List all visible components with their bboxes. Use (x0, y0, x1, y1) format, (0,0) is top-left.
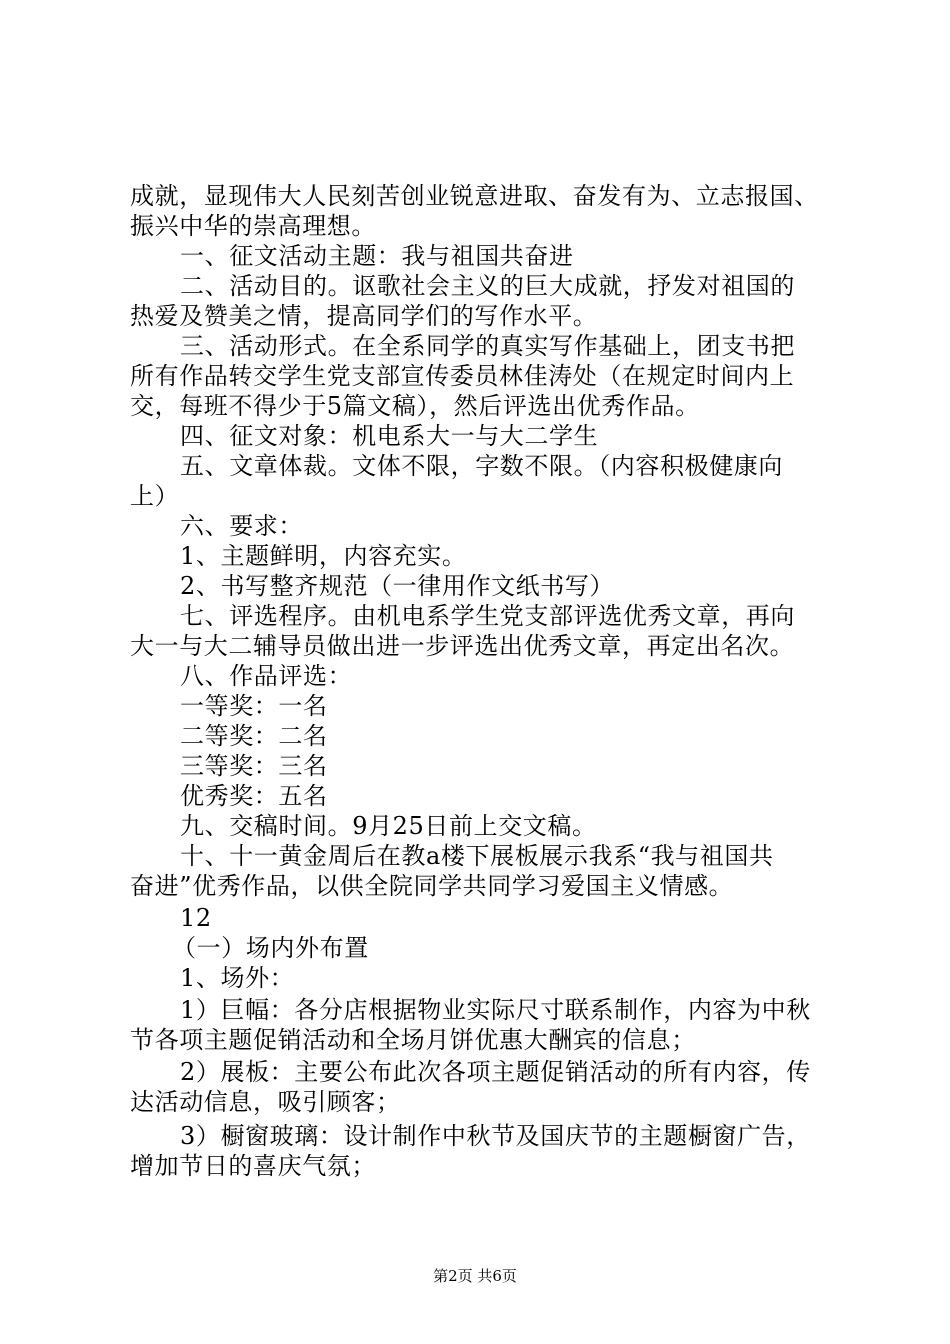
text-line: 3）橱窗玻璃：设计制作中秋节及国庆节的主题橱窗广告， (180, 1122, 811, 1150)
text-line: 七、评选程序。由机电系学生党支部评选优秀文章，再向 (180, 602, 795, 630)
text-line: 热爱及赞美之情，提高同学们的写作水平。 (130, 302, 598, 330)
text-line: （一）场内外布置 (172, 934, 369, 962)
text-line: 大一与大二辅导员做出进一步评选出优秀文章，再定出名次。 (130, 632, 795, 660)
text-line: 上） (130, 482, 180, 510)
text-line: 四、征文对象：机电系大一与大二学生 (180, 422, 599, 450)
text-line: 三、活动形式。在全系同学的真实写作基础上，团支书把 (180, 332, 795, 360)
text-line: 十、十一黄金周后在教a楼下展板展示我系“我与祖国共 (180, 842, 774, 870)
text-line: 九、交稿时间。9月25日前上交文稿。 (180, 812, 597, 840)
text-line: 五、文章体裁。文体不限，字数不限。（内容积极健康向 (180, 452, 783, 480)
text-line: 达活动信息，吸引顾客； (130, 1088, 401, 1116)
text-line: 八、作品评选： (180, 662, 353, 690)
text-line: 增加节日的喜庆气氛； (130, 1152, 376, 1180)
text-line: 12 (180, 904, 212, 932)
text-line: 一等奖：一名 (180, 692, 328, 720)
text-line: 六、要求： (180, 512, 303, 540)
text-line: 奋进”优秀作品，以供全院同学共同学习爱国主义情感。 (130, 872, 734, 900)
text-line: 优秀奖：五名 (180, 782, 328, 810)
text-line: 1、场外： (180, 964, 295, 992)
text-line: 二等奖：二名 (180, 722, 328, 750)
text-line: 2、书写整齐规范（一律用作文纸书写） (180, 572, 615, 600)
page-number-footer: 第2页 共6页 (433, 1267, 517, 1285)
text-line: 2）展板：主要公布此次各项主题促销活动的所有内容，传 (180, 1058, 811, 1086)
text-line: 二、活动目的。讴歌社会主义的巨大成就，抒发对祖国的 (180, 272, 795, 300)
text-line: 1、主题鲜明，内容充实。 (180, 542, 467, 570)
text-line: 成就，显现伟大人民刻苦创业锐意进取、奋发有为、立志报国、 (130, 182, 819, 210)
text-line: 所有作品转交学生党支部宣传委员林佳涛处（在规定时间内上 (130, 362, 795, 390)
text-line: 1）巨幅：各分店根据物业实际尺寸联系制作，内容为中秋 (180, 996, 811, 1024)
text-line: 一、征文活动主题：我与祖国共奋进 (180, 242, 574, 270)
text-line: 节各项主题促销活动和全场月饼优惠大酬宾的信息； (130, 1026, 696, 1054)
text-line: 振兴中华的崇高理想。 (130, 212, 376, 240)
text-line: 交，每班不得少于5篇文稿），然后评选出优秀作品。 (130, 392, 700, 420)
text-line: 三等奖：三名 (180, 752, 328, 780)
